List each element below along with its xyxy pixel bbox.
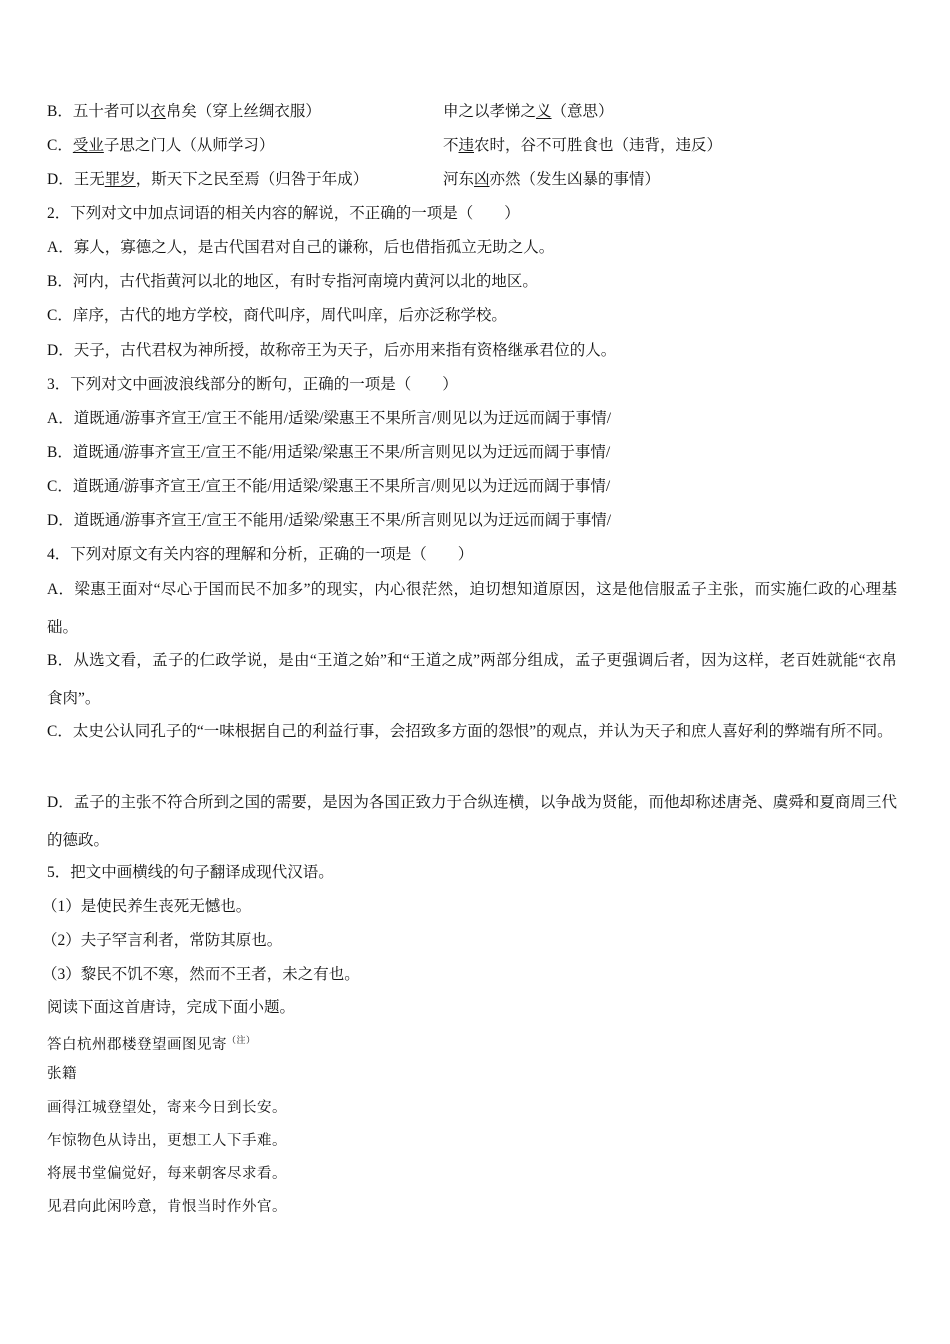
q4-stem: 4．下列对原文有关内容的理解和分析，正确的一项是（ ） (47, 546, 474, 563)
poem-line-3: 将展书堂偏觉好，每来朝客尽求看。 (47, 1166, 287, 1182)
q2-option-c: C．庠序，古代的地方学校，商代叫序，周代叫庠，后亦泛称学校。 (47, 307, 507, 324)
q3-stem: 3．下列对文中画波浪线部分的断句，正确的一项是（ ） (47, 376, 458, 393)
q5-item-1: （1）是使民养生丧死无憾也。 (42, 898, 252, 915)
poem-author: 张籍 (47, 1066, 77, 1082)
q1-option-c-left: C．受业子思之门人（从师学习） (47, 137, 275, 154)
q3-option-d: D．道既通/游事齐宣王/宣王不能用/适梁/梁惠王不果/所言则见以为迂远而阔于事情/ (47, 512, 612, 529)
q2-option-d: D．天子，古代君权为神所授，故称帝王为天子，后亦用来指有资格继承君位的人。 (47, 342, 617, 359)
q1-option-b-left: B．五十者可以衣帛矣（穿上丝绸衣服） (47, 103, 321, 120)
poem-title: 答白杭州郡楼登望画图见寄$^{(注)}$ (47, 1036, 256, 1053)
q1-option-d-right: 河东凶亦然（发生凶暴的事情） (443, 171, 661, 188)
q2-option-a: A．寡人，寡德之人，是古代国君对自己的谦称，后也借指孤立无助之人。 (47, 239, 555, 256)
q5-item-3: （3）黎民不饥不寒，然而不王者，未之有也。 (42, 966, 360, 983)
q5-item-2: （2）夫子罕言利者，常防其原也。 (42, 932, 283, 949)
poem-intro: 阅读下面这首唐诗，完成下面小题。 (47, 999, 296, 1016)
q5-stem: 5．把文中画横线的句子翻译成现代汉语。 (47, 864, 334, 881)
q2-option-b: B．河内，古代指黄河以北的地区，有时专指河南境内黄河以北的地区。 (47, 273, 538, 290)
poem-line-1: 画得江城登望处，寄来今日到长安。 (47, 1100, 287, 1116)
q4-option-a: A．梁惠王面对“尽心于国而民不加多”的现实，内心很茫然，迫切想知道原因，这是他信服孟子主张，而实施仁政的心理基础。 (47, 581, 897, 636)
q3-option-a: A．道既通/游事齐宣王/宣王不能用/适梁/梁惠王不果所言/则见以为迂远而阔于事情/ (47, 410, 612, 427)
poem-line-2: 乍惊物色从诗出，更想工人下手难。 (47, 1133, 287, 1149)
q3-option-c: C．道既通/游事齐宣王/宣王不能/用适梁/梁惠王不果所言/则见以为迂远而阔于事情/ (47, 478, 611, 495)
q1-option-c-right: 不违农时，谷不可胜食也（违背，违反） (443, 137, 723, 154)
q3-option-b: B．道既通/游事齐宣王/宣王不能/用适梁/梁惠王不果/所言则见以为迂远而阔于事情/ (47, 444, 611, 461)
q4-option-c: C．太史公认同孔子的“一味根据自己的利益行事，会招致多方面的怨恨”的观点，并认为天子和庶人喜好利的弊端有所不同。 (47, 723, 893, 740)
q2-stem: 2．下列对文中加点词语的相关内容的解说，不正确的一项是（ ） (47, 205, 520, 222)
q1-option-d-left: D．王无罪岁，斯天下之民至焉（归咎于年成） (47, 171, 369, 188)
poem-line-4: 见君向此闲吟意，肯恨当时作外官。 (47, 1199, 287, 1215)
poem-note-mark: （注） (227, 1036, 256, 1046)
q1-option-b-right: 申之以孝悌之义（意思） (443, 103, 614, 120)
q4-option-d: D．孟子的主张不符合所到之国的需要，是因为各国正致力于合纵连横，以争战为贤能，而他却称述唐尧、虞舜和夏商周三代的德政。 (47, 794, 897, 849)
q4-option-b: B．从选文看，孟子的仁政学说，是由“王道之始”和“王道之成”两部分组成，孟子更强调后者，因为这样，老百姓就能“衣帛食肉”。 (47, 652, 897, 707)
